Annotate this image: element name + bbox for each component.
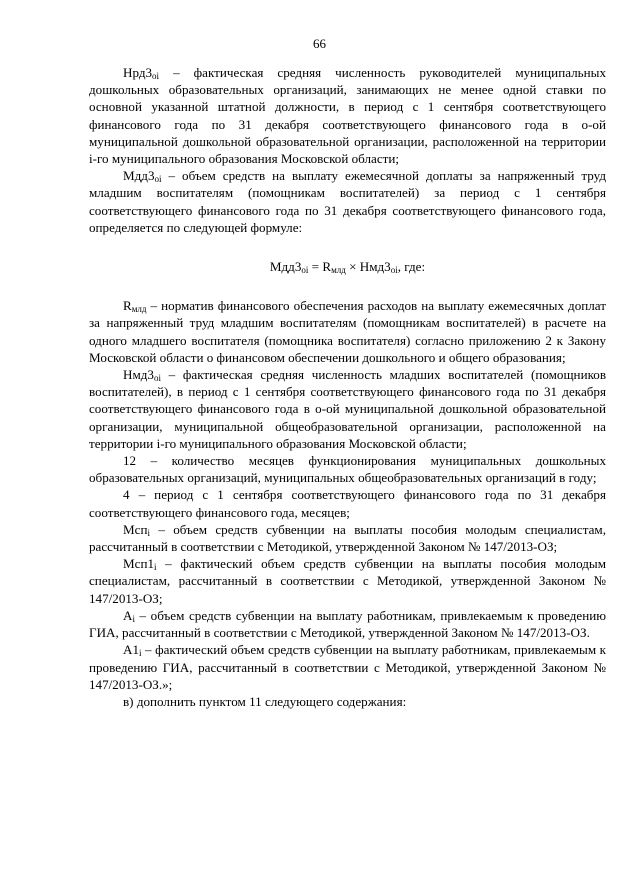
definition-msp1: $Мсп1_i$ – фактический объем средств субвенции на выплаты пособия молодым специалистам, рассчитанный в соответствии с Методикой, утвержденной Законом № 147/2013-ОЗ;: [89, 556, 606, 606]
definition-a1: $А1_i$ – фактический объем средств субвенции на выплату работникам, привлекаемым к проведению ГИА, рассчитанный в соответствии с Методикой, утвержденной Законом № 147/2013-ОЗ.»;: [89, 642, 606, 692]
definition-msp: Мсп$_i$ – объем средств субвенции на выплаты пособия молодым специалистам, рассчитанный в соответствии с Методикой, утвержденной Законом № 147/2013-ОЗ;: [89, 521, 606, 555]
definition-4-period: 4 – период с 1 сентября соответствующего финансового года по 31 декабря соответствующего финансового года, месяцев;: [89, 487, 606, 520]
definition-rmld: $R_{млд}$ – норматив финансового обеспечения расходов на выплату ежемесячных доплат за напряженный труд младшим воспитателям (помощникам воспитателей) в расчете на одного младшего воспитателя (помощника воспитателя) согласно приложению 2 к Закону Московской области о финансовом обеспечении дошкольного и общего образования;: [89, 298, 606, 365]
definition-mdd3: $Мдд3_{oi}$ – объем средств на выплату ежемесячной доплаты за напряженный труд младшим воспитателям (помощникам воспитателей) за период с 1 сентября соответствующего финансового года по 31 декабря соответствующего финансового года, определяется по следующей формуле:: [89, 168, 606, 235]
page-number: 66: [313, 36, 326, 51]
amendment-item-v: в) дополнить пунктом 11 следующего содержания:: [123, 693, 407, 709]
definition-12-months: 12 – количество месяцев функционирования муниципальных дошкольных образовательных организаций, муниципальных общеобразовательных организаций в году;: [89, 453, 606, 486]
definition-a: $А_i$ – объем средств субвенции на выплату работникам, привлекаемым к проведению ГИА, рассчитанный в соответствии с Методикой, утвержденной Законом № 147/2013-ОЗ.: [89, 607, 606, 641]
formula-mdd3: $Мдд3_{oi} = R_{млд} \times Нмд3_{oi}$, где:: [269, 259, 426, 276]
definition-nmd3: $Нмд3_{oi}$ – фактическая средняя численность младших воспитателей (помощников воспитателей), в период с 1 сентября соответствующего финансового года по 31 декабря соответствующего финансового года в о-ой муниципальной дошкольной образовательной организации, муниципальной общеобразовательной организации, расположенной на территории i-го муниципального образования Московской области;: [89, 367, 606, 451]
definition-nrd3: $Нрд3_{oi}$ – фактическая средняя численность руководителей муниципальных дошкольных образовательных организаций, занимающих не менее одной ставки по основной указанной штатной должности, в период с 1 сентября соответствующего финансового года по 31 декабря соответствующего финансового года в о-ой муниципальной дошкольной образовательной организации, расположенной на территории i-го муниципального образования Московской области;: [89, 65, 606, 167]
document-body: [89, 64, 606, 710]
